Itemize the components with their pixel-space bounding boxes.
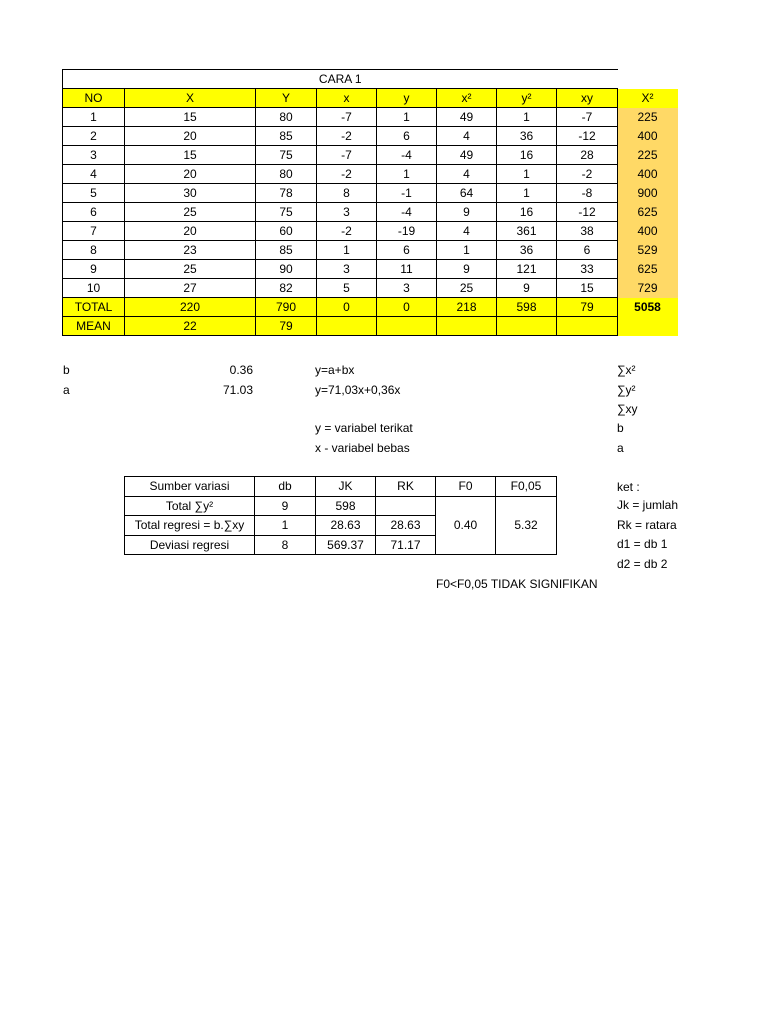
anova-header-row — [125, 477, 557, 497]
definition-y: y = variabel terikat — [315, 421, 413, 435]
anova-rk: 71.17 — [376, 535, 436, 555]
table-cell: 80 — [256, 108, 317, 127]
col-header: Y — [256, 89, 317, 108]
equation-general: y=a+bx — [315, 363, 355, 377]
mean-cell: 79 — [256, 317, 317, 336]
side-value: 400 — [618, 165, 678, 184]
anova-col-header: JK — [316, 477, 376, 497]
side-header: X² — [618, 89, 678, 108]
anova-jk: 569.37 — [316, 535, 376, 555]
table-cell: 10 — [63, 279, 125, 298]
table-cell: 16 — [497, 146, 557, 165]
side-value: 225 — [618, 146, 678, 165]
table-cell: -19 — [377, 222, 437, 241]
side-value: 225 — [618, 108, 678, 127]
table-cell: 1 — [377, 108, 437, 127]
equation-result: y=71,03x+0,36x — [315, 383, 401, 397]
table-cell: 9 — [63, 260, 125, 279]
side-value: 900 — [618, 184, 678, 203]
anova-f0: 0.40 — [436, 496, 496, 555]
anova-jk: 598 — [316, 496, 376, 516]
total-cell: 0 — [317, 298, 377, 317]
table-cell: 5 — [63, 184, 125, 203]
table-cell: 4 — [63, 165, 125, 184]
anova-col-header: Sumber variasi — [125, 477, 255, 497]
table-cell: 121 — [497, 260, 557, 279]
mean-cell — [317, 317, 377, 336]
anova-row-total — [125, 496, 557, 516]
anova-col-header: F0 — [436, 477, 496, 497]
table-cell: 3 — [63, 146, 125, 165]
table-cell: 6 — [377, 241, 437, 260]
table-cell: -4 — [377, 146, 437, 165]
table-cell: -8 — [557, 184, 618, 203]
table-cell: -4 — [377, 203, 437, 222]
mean-cell: MEAN — [63, 317, 125, 336]
conclusion-text: F0<F0,05 TIDAK SIGNIFIKAN — [436, 577, 598, 591]
table-cell: 3 — [377, 279, 437, 298]
table-cell: 9 — [437, 260, 497, 279]
table-cell: -2 — [317, 222, 377, 241]
definition-x: x - variabel bebas — [315, 441, 410, 455]
col-header: xy — [557, 89, 618, 108]
table-row — [63, 146, 678, 165]
anova-rk — [376, 496, 436, 516]
ket-d2: d2 = db 2 — [617, 557, 668, 571]
mean-cell — [557, 317, 618, 336]
side-value: 400 — [618, 127, 678, 146]
table-cell: 4 — [437, 222, 497, 241]
table-cell: 23 — [125, 241, 256, 260]
table-cell: 85 — [256, 127, 317, 146]
anova-rk: 28.63 — [376, 516, 436, 536]
table-row — [63, 184, 678, 203]
table-cell: -1 — [377, 184, 437, 203]
anova-source: Total ∑y² — [125, 496, 255, 516]
table-cell: 1 — [497, 184, 557, 203]
anova-f005: 5.32 — [496, 496, 557, 555]
side-value: 625 — [618, 260, 678, 279]
table-cell: 20 — [125, 222, 256, 241]
table-cell: 27 — [125, 279, 256, 298]
table-row — [63, 260, 678, 279]
ket-rk: Rk = ratara — [617, 518, 677, 532]
table-cell: 7 — [63, 222, 125, 241]
total-cell: 220 — [125, 298, 256, 317]
table-row — [63, 127, 678, 146]
table-cell: 16 — [497, 203, 557, 222]
table-cell: 4 — [437, 127, 497, 146]
note-b: b — [617, 421, 624, 435]
anova-col-header: RK — [376, 477, 436, 497]
table-cell: 8 — [317, 184, 377, 203]
note-sum-x2: ∑x² — [617, 363, 636, 377]
table-cell: 15 — [125, 108, 256, 127]
table-cell: 78 — [256, 184, 317, 203]
table-cell: 28 — [557, 146, 618, 165]
table-cell: 25 — [125, 203, 256, 222]
table-cell: 60 — [256, 222, 317, 241]
mean-cell — [497, 317, 557, 336]
table-cell: 20 — [125, 165, 256, 184]
table-row — [63, 203, 678, 222]
table-cell: -12 — [557, 203, 618, 222]
anova-source: Total regresi = b.∑xy — [125, 516, 255, 536]
anova-db: 1 — [255, 516, 316, 536]
ket-jk: Jk = jumlah — [617, 498, 678, 512]
table-cell: 1 — [497, 108, 557, 127]
side-value: 400 — [618, 222, 678, 241]
anova-db: 9 — [255, 496, 316, 516]
table-cell: 11 — [377, 260, 437, 279]
mean-cell — [377, 317, 437, 336]
header-row — [63, 89, 678, 108]
b-label: b — [63, 363, 70, 377]
table-cell: -7 — [557, 108, 618, 127]
ket-d1: d1 = db 1 — [617, 537, 668, 551]
col-header: x — [317, 89, 377, 108]
a-label: a — [63, 383, 70, 397]
side-value: 529 — [618, 241, 678, 260]
table-cell: 49 — [437, 146, 497, 165]
anova-db: 8 — [255, 535, 316, 555]
table-cell: 30 — [125, 184, 256, 203]
table-cell: 6 — [63, 203, 125, 222]
table-cell: 15 — [557, 279, 618, 298]
table-cell: 1 — [63, 108, 125, 127]
table-cell: 36 — [497, 241, 557, 260]
a-value: 71.03 — [222, 383, 253, 397]
data-table — [62, 69, 678, 336]
col-header: NO — [63, 89, 125, 108]
table-cell: 2 — [63, 127, 125, 146]
table-cell: 75 — [256, 203, 317, 222]
table-cell: 9 — [497, 279, 557, 298]
table-cell: 3 — [317, 260, 377, 279]
side-value: 729 — [618, 279, 678, 298]
mean-row — [63, 317, 678, 336]
table-cell: 15 — [125, 146, 256, 165]
note-sum-y2: ∑y² — [617, 383, 636, 397]
table-row — [63, 108, 678, 127]
table-cell: 75 — [256, 146, 317, 165]
anova-col-header: db — [255, 477, 316, 497]
anova-col-header: F0,05 — [496, 477, 557, 497]
table-cell: 1 — [437, 241, 497, 260]
note-a: a — [617, 441, 624, 455]
table-cell: 20 — [125, 127, 256, 146]
table-title: CARA 1 — [63, 70, 618, 89]
total-row — [63, 298, 678, 317]
total-cell: 79 — [557, 298, 618, 317]
col-header: x² — [437, 89, 497, 108]
table-cell: 49 — [437, 108, 497, 127]
b-value: 0.36 — [229, 363, 253, 377]
table-cell: 64 — [437, 184, 497, 203]
table-cell: 6 — [377, 127, 437, 146]
table-cell: 9 — [437, 203, 497, 222]
side-total: 5058 — [618, 298, 678, 317]
table-cell: 82 — [256, 279, 317, 298]
table-row — [63, 279, 678, 298]
anova-source: Deviasi regresi — [125, 535, 255, 555]
table-cell: 38 — [557, 222, 618, 241]
total-cell: 0 — [377, 298, 437, 317]
table-cell: 1 — [317, 241, 377, 260]
table-cell: 25 — [437, 279, 497, 298]
table-cell: 361 — [497, 222, 557, 241]
table-cell: -7 — [317, 146, 377, 165]
table-cell: -7 — [317, 108, 377, 127]
table-cell: 36 — [497, 127, 557, 146]
total-cell: 598 — [497, 298, 557, 317]
col-header: X — [125, 89, 256, 108]
table-cell: 8 — [63, 241, 125, 260]
table-cell: 33 — [557, 260, 618, 279]
table-cell: 80 — [256, 165, 317, 184]
anova-jk: 28.63 — [316, 516, 376, 536]
table-cell: 25 — [125, 260, 256, 279]
total-cell: 790 — [256, 298, 317, 317]
anova-table — [124, 476, 557, 555]
table-row — [63, 222, 678, 241]
table-row — [63, 165, 678, 184]
total-cell: TOTAL — [63, 298, 125, 317]
table-cell: -2 — [557, 165, 618, 184]
total-cell: 218 — [437, 298, 497, 317]
table-cell: 85 — [256, 241, 317, 260]
ket-title: ket : — [617, 480, 640, 494]
table-cell: 1 — [377, 165, 437, 184]
table-cell: 6 — [557, 241, 618, 260]
note-sum-xy: ∑xy — [617, 402, 638, 416]
table-cell: 3 — [317, 203, 377, 222]
col-header: y — [377, 89, 437, 108]
table-cell: 1 — [497, 165, 557, 184]
table-row — [63, 241, 678, 260]
table-cell: 4 — [437, 165, 497, 184]
table-cell: -2 — [317, 127, 377, 146]
table-cell: 90 — [256, 260, 317, 279]
mean-cell: 22 — [125, 317, 256, 336]
table-cell: -2 — [317, 165, 377, 184]
side-value: 625 — [618, 203, 678, 222]
table-cell: 5 — [317, 279, 377, 298]
mean-cell — [437, 317, 497, 336]
table-cell: -12 — [557, 127, 618, 146]
col-header: y² — [497, 89, 557, 108]
